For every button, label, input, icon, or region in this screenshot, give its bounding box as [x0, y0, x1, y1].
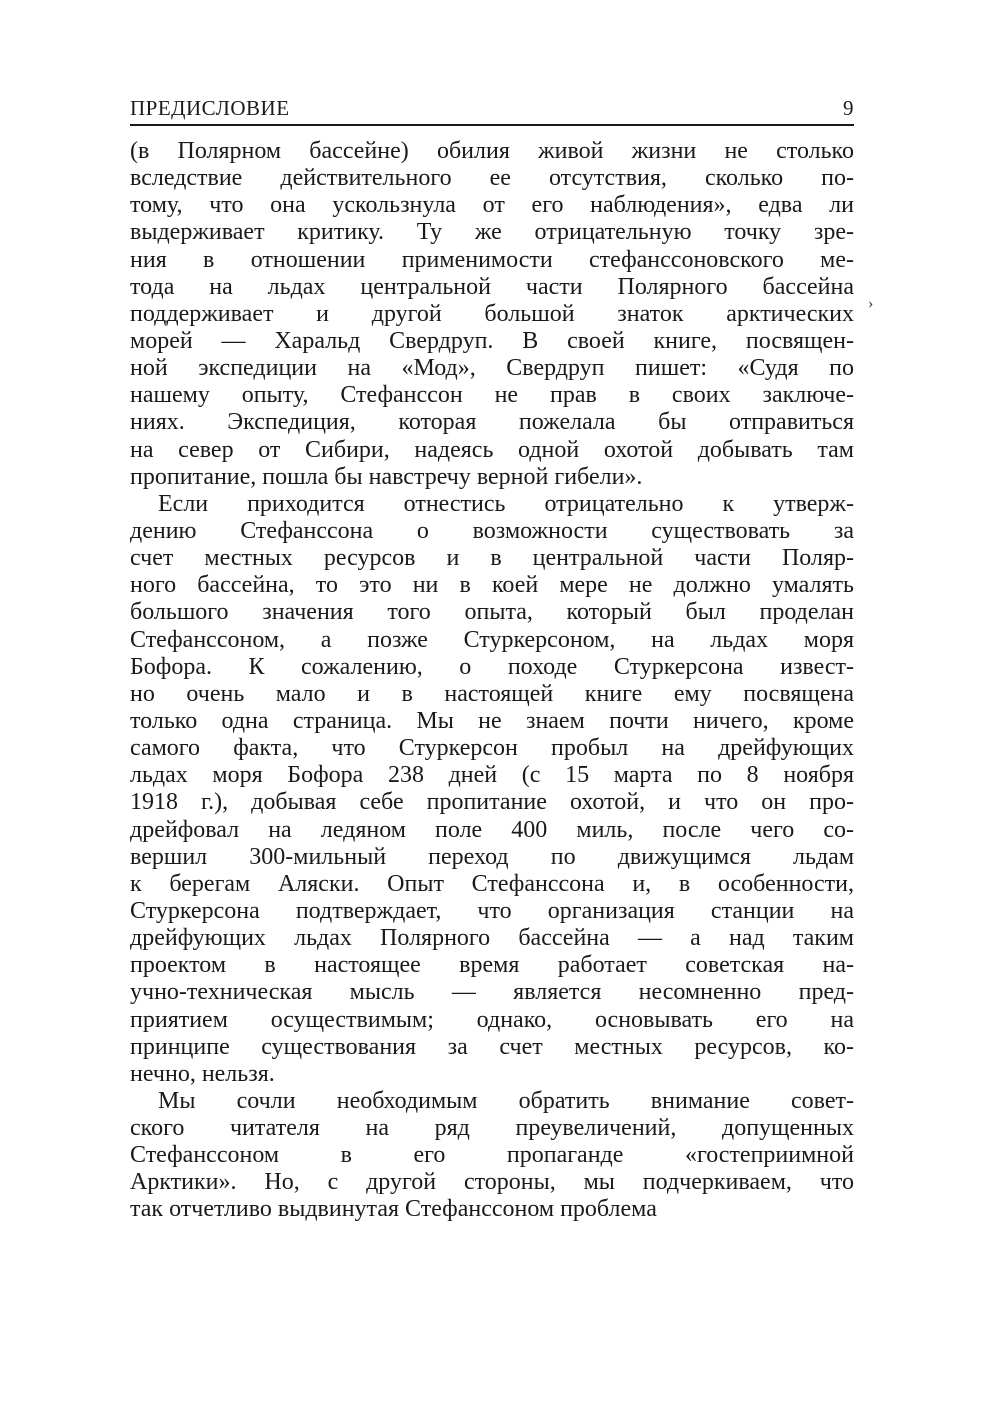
paragraph	[130, 491, 854, 1088]
text-line: тода на льдах центральной части Полярного бассейна	[130, 273, 854, 300]
text-line: Мы сочли необходимым обратить внимание совет-	[158, 1087, 854, 1114]
text-line: Стефанссоном, а позже Стуркерсоном, на льдах моря	[130, 626, 854, 653]
text-line: счет местных ресурсов и в центральной части Поляр-	[130, 545, 854, 572]
text-line: тому, что она ускользнула от его наблюдения», едва ли	[130, 192, 854, 219]
text-line: только одна страница. Мы не знаем почти ничего, кроме	[130, 707, 854, 734]
text-line: льдах моря Бофора 238 дней (с 15 марта по 8 ноября	[130, 762, 854, 789]
running-title: ПРЕДИСЛОВИЕ	[130, 96, 290, 120]
text-line: так отчетливо выдвинутая Стефанссоном проблема	[130, 1196, 657, 1223]
paragraph	[130, 138, 854, 491]
page-body	[130, 138, 854, 1224]
text-line: ского читателя на ряд преувеличений, допущенных	[130, 1115, 854, 1142]
page-header	[130, 90, 854, 126]
text-line: самого факта, что Стуркерсон пробыл на дрейфующих	[130, 735, 854, 762]
text-line: Если приходится отнестись отрицательно к утверж-	[158, 490, 854, 517]
text-line: на север от Сибири, надеясь одной охотой добывать там	[130, 436, 854, 463]
text-line: проектом в настоящее время работает советская на-	[130, 952, 854, 979]
text-line: выдерживает критику. Ту же отрицательную точку зре-	[130, 219, 854, 246]
text-line: приятием осуществимым; однако, основывать его на	[130, 1006, 854, 1033]
text-line: дрейфовал на ледяном поле 400 миль, после чего со-	[130, 816, 854, 843]
text-line: дению Стефанссона о возможности существовать за	[130, 517, 854, 544]
text-line: Стефанссоном в его пропаганде «гостеприимной	[130, 1142, 854, 1169]
page-number: 9	[843, 96, 854, 120]
text-line: ниях. Экспедиция, которая пожелала бы отправиться	[130, 409, 854, 436]
text-line: учно-техническая мысль — является несомненно пред-	[130, 979, 854, 1006]
text-line: морей — Харальд Свердруп. В своей книге, посвящен-	[130, 327, 854, 354]
margin-mark: ›	[868, 295, 874, 312]
text-line: вследствие действительного ее отсутствия, сколько по-	[130, 165, 854, 192]
text-line: поддерживает и другой большой знаток арктических	[130, 300, 854, 327]
text-line: вершил 300-мильный переход по движущимся льдам	[130, 843, 854, 870]
text-line: пропитание, пошла бы навстречу верной гибели».	[130, 463, 643, 490]
book-page	[130, 90, 854, 1224]
text-line: (в Полярном бассейне) обилия живой жизни не столько	[130, 138, 854, 164]
text-line: Стуркерсона подтверждает, что организация станции на	[130, 897, 854, 924]
text-line: ной экспедиции на «Мод», Свердруп пишет: «Судя по	[130, 355, 854, 382]
text-line: принципе существования за счет местных ресурсов, ко-	[130, 1033, 854, 1060]
text-line: но очень мало и в настоящей книге ему посвящена	[130, 680, 854, 707]
text-line: ния в отношении применимости стефанссоновского ме-	[130, 246, 854, 273]
text-line: ного бассейна, то это ни в коей мере не должно умалять	[130, 572, 854, 599]
paragraph	[130, 1088, 854, 1224]
text-line: Бофора. К сожалению, о походе Стуркерсона извест-	[130, 653, 854, 680]
text-line: 1918 г.), добывая себе пропитание охотой, и что он про-	[130, 789, 854, 816]
text-line: дрейфующих льдах Полярного бассейна — а над таким	[130, 925, 854, 952]
text-line: нашему опыту, Стефанссон не прав в своих заключе-	[130, 382, 854, 409]
text-line: Арктики». Но, с другой стороны, мы подчеркиваем, что	[130, 1169, 854, 1196]
text-line: нечно, нельзя.	[130, 1060, 275, 1087]
text-line: большого значения того опыта, который был проделан	[130, 599, 854, 626]
text-line: к берегам Аляски. Опыт Стефанссона и, в особенности,	[130, 870, 854, 897]
